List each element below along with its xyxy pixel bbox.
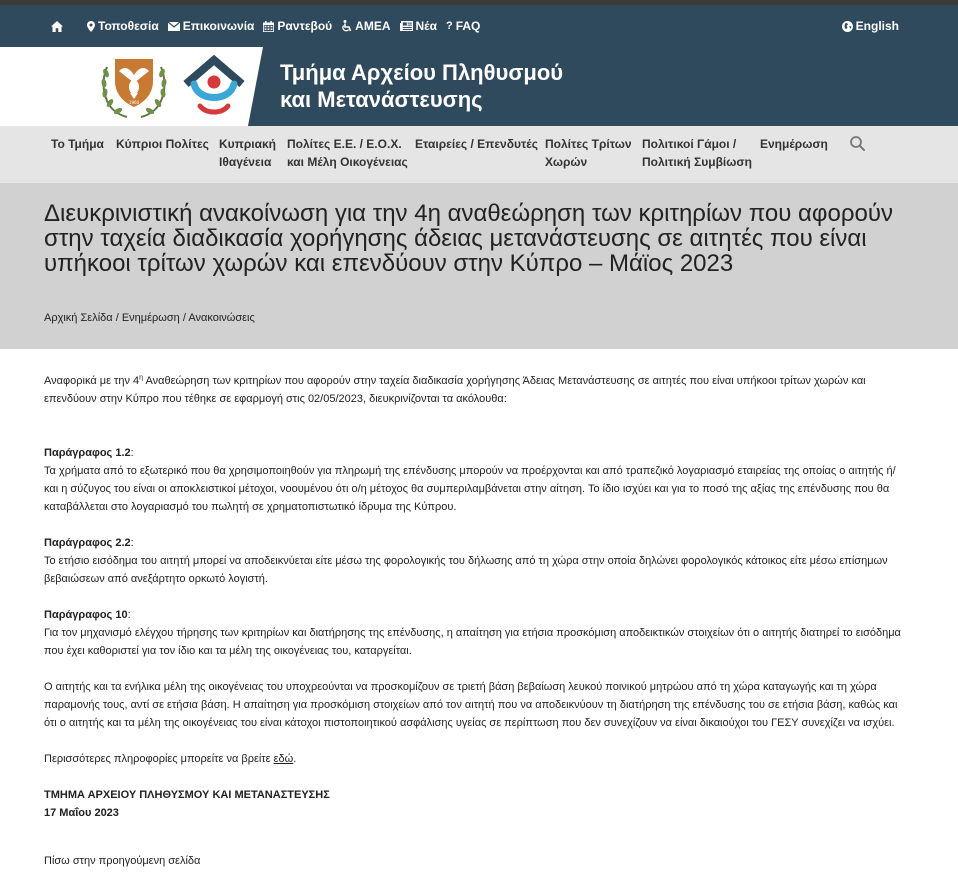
nav-item-department-label: Το Τμήμα bbox=[51, 137, 104, 151]
intro-text-start: Αναφορικά με την 4 bbox=[44, 375, 140, 387]
nav-item-cypriot-citizens-label: Κύπριοι Πολίτες bbox=[116, 137, 209, 151]
title-band-slant bbox=[248, 47, 263, 126]
main-navigation bbox=[0, 126, 958, 183]
question-icon: ? bbox=[445, 19, 453, 32]
site-title[interactable] bbox=[280, 59, 563, 113]
cyprus-coat-of-arms-logo[interactable] bbox=[97, 53, 171, 119]
nav-item-cypriot-citizenship-label-line2: Ιθαγένεια bbox=[219, 155, 272, 169]
nav-item-cypriot-citizens[interactable] bbox=[116, 135, 209, 153]
breadcrumb-separator: / bbox=[115, 312, 122, 324]
contact-link[interactable] bbox=[168, 19, 255, 33]
english-label: English bbox=[855, 19, 899, 33]
intro-text-rest: Αναθεώρηση των κριτηρίων που αφορούν στην ταχεία διαδικασία χορήγησης Άδειας Μετανάστευσης σε αιτητές που είναι υπήκοοι τρίτων χωρών και επενδύουν στην Κύπρο που τέθηκε σε εφαρμογή στις 02/05/2023, διευκρινίζονται τα ακόλουθα: bbox=[44, 375, 866, 405]
svg-text:1960: 1960 bbox=[128, 100, 140, 105]
location-link[interactable] bbox=[87, 19, 159, 33]
nav-item-civil-marriages[interactable] bbox=[642, 135, 752, 171]
paragraph-2-2-text: Το ετήσιο εισόδημα του αιτητή μπορεί να αποδεικνύεται είτε μέσω της φορολογικής του δήλωσης από τη χώρα στην οποία δηλώνει φορολογικός κάτοικος είτε μέσω επίσημων βεβαιώσεων από ανεξάρτητο ορκωτό λογιστή. bbox=[44, 555, 888, 585]
globe-icon bbox=[842, 21, 853, 32]
nav-item-civil-marriages-label-line1: Πολιτικοί Γάμοι / bbox=[642, 137, 737, 151]
nav-item-companies-investors-label: Εταιρείες / Επενδυτές bbox=[415, 137, 538, 151]
nav-item-eu-citizens-label-line1: Πολίτες Ε.Ε. / Ε.Ο.Χ. bbox=[287, 137, 402, 151]
breadcrumb-information[interactable]: Ενημέρωση bbox=[121, 312, 180, 324]
more-info-period: . bbox=[293, 753, 297, 765]
nav-item-cypriot-citizenship[interactable] bbox=[219, 135, 276, 171]
breadcrumb-separator: / bbox=[182, 312, 189, 324]
english-language-link[interactable] bbox=[842, 5, 899, 47]
nav-item-eu-citizens-label-line2: και Μέλη Οικογένειας bbox=[287, 155, 408, 169]
intro-paragraph bbox=[44, 372, 904, 408]
wheelchair-icon bbox=[341, 20, 352, 32]
breadcrumb-home[interactable]: Αρχική Σελίδα bbox=[44, 312, 113, 324]
nav-item-third-country-nationals-label-line1: Πολίτες Τρίτων bbox=[545, 137, 632, 151]
criminal-record-paragraph: Ο αιτητής και τα ενήλικα μέλη της οικογένειας του υποχρεούνται να προσκομίζουν σε τριετή βάση βεβαίωση λευκού ποινικού μητρώου από τη χώρα καταγωγής και τη χώρα παραμονής τους, αντί σε ετήσια βάση. Η απαίτηση για προσκόμιση στοιχείων από τον αιτητή που να αποδεικνύουν τη διατήρηση της επένδυσης του σε ετήσια βάση, καθώς και ότι ο αιτητής και τα μέλη της οικογένειας του είναι κάτοχοι πιστοποιητικού ασφάλισης υγείας σε περίπτωση που δεν συνεχίζουν να είναι δικαιούχοι του ΓΕΣΥ συνεχίζει να ισχύει. bbox=[44, 681, 898, 729]
more-info-text: Περισσότερες πληροφορίες μπορείτε να βρείτε bbox=[44, 753, 274, 765]
envelope-icon bbox=[168, 22, 180, 31]
faq-label: FAQ bbox=[455, 19, 481, 33]
paragraph-1-2-text: Τα χρήματα από το εξωτερικό που θα χρησιμοποιηθούν για πληρωμή της επένδυσης μπορούν να προέρχονται και από τραπεζικό λογαριασμό εταιρείας της οποίας ο αιτητής ή/και η σύζυγος του είναι οι αποκλειστικοί μέτοχοι, νοουμένου ότι ο/η μέτοχος θα συμπεριλαμβάνεται στην αίτηση. Το ίδιο ισχύει και για το ποσό της αξίας της επένδυσης που θα καταβάλλεται στο λογαριασμό του πωλητή σε χρηματοπιστωτικό ίδρυμα της Κύπρου. bbox=[44, 465, 896, 513]
nav-item-information-label: Ενημέρωση bbox=[760, 137, 828, 151]
accessibility-link[interactable] bbox=[341, 19, 390, 33]
search-icon[interactable] bbox=[849, 135, 867, 153]
signature bbox=[44, 786, 904, 804]
page-title-section bbox=[0, 183, 958, 349]
paragraph-1-2-heading: Παράγραφος 1.2: bbox=[44, 447, 134, 459]
paragraph-1-2-heading-text: Παράγραφος 1.2 bbox=[44, 447, 131, 459]
paragraph-2-2-heading: Παράγραφος 2.2: bbox=[44, 537, 134, 549]
page-title: Διευκρινιστική ανακοίνωση για την 4η αναθεώρηση των κριτηρίων που αφορούν στην ταχεία διαδικασία χορήγησης άδειας μετανάστευσης σε αιτητές που είναι υπήκοοι τρίτων χωρών και επενδύουν στην Κύπρο – Μάϊος 2023 bbox=[44, 200, 893, 277]
site-header bbox=[0, 47, 958, 126]
nav-item-third-country-nationals-label-line2: Χωρών bbox=[545, 155, 588, 169]
nav-item-third-country-nationals[interactable] bbox=[545, 135, 632, 171]
paragraph-10-heading-text: Παράγραφος 10 bbox=[44, 609, 128, 621]
news-link[interactable] bbox=[400, 19, 437, 33]
announcement-body bbox=[44, 372, 904, 822]
breadcrumb bbox=[44, 312, 255, 324]
nav-item-civil-marriages-label-line2: Πολιτική Συμβίωση bbox=[642, 155, 752, 169]
calendar-icon bbox=[263, 21, 274, 32]
more-info-paragraph bbox=[44, 750, 904, 768]
utility-links bbox=[51, 5, 489, 47]
nav-item-companies-investors[interactable] bbox=[415, 135, 538, 153]
location-label: Τοποθεσία bbox=[98, 19, 159, 33]
site-title-line2: και Μετανάστευσης bbox=[280, 87, 483, 112]
news-label: Νέα bbox=[415, 19, 437, 33]
announcement-date bbox=[44, 804, 904, 822]
paragraph-2-2-heading-text: Παράγραφος 2.2 bbox=[44, 537, 131, 549]
breadcrumb-announcements[interactable]: Ανακοινώσεις bbox=[188, 312, 255, 324]
utility-bar bbox=[0, 5, 958, 47]
home-icon bbox=[51, 21, 63, 32]
appointment-link[interactable] bbox=[263, 19, 332, 33]
nav-item-department[interactable] bbox=[51, 135, 104, 153]
announcement-date-text: 17 Μαΐου 2023 bbox=[44, 807, 119, 819]
nav-item-information[interactable] bbox=[760, 135, 828, 153]
nav-item-eu-citizens[interactable] bbox=[287, 135, 408, 171]
more-info-link[interactable]: εδώ bbox=[273, 753, 294, 765]
paragraph-10-heading: Παράγραφος 10: bbox=[44, 609, 131, 621]
intro-superscript: η bbox=[139, 374, 144, 382]
home-link[interactable] bbox=[51, 21, 63, 32]
contact-label: Επικοινωνία bbox=[182, 19, 255, 33]
map-marker-icon bbox=[87, 21, 95, 32]
newspaper-icon bbox=[400, 21, 413, 31]
appointment-label: Ραντεβού bbox=[277, 19, 333, 33]
faq-link[interactable] bbox=[446, 19, 480, 33]
accessibility-label: ΑΜΕΑ bbox=[355, 19, 391, 33]
site-title-line1: Τμήμα Αρχείου Πληθυσμού bbox=[280, 60, 564, 85]
back-link[interactable]: Πίσω στην προηγούμενη σελίδα bbox=[44, 855, 201, 867]
nav-item-cypriot-citizenship-label-line1: Κυπριακή bbox=[219, 137, 276, 151]
department-logo[interactable] bbox=[180, 54, 248, 120]
signature-text: ΤΜΗΜΑ ΑΡΧΕΙΟΥ ΠΛΗΘΥΣΜΟΥ ΚΑΙ ΜΕΤΑΝΑΣΤΕΥΣΗΣ bbox=[44, 789, 330, 801]
paragraph-10-text: Για τον μηχανισμό ελέγχου τήρησης των κριτηρίων και διατήρησης της επένδυσης, η απαίτηση για ετήσια προσκόμιση αποδεικτικών στοιχείων ότι ο αιτητής διατηρεί το εισόδημα που έχει καθοριστεί για τον ίδιο και τα μέλη της οικογένειας του, καταργείται. bbox=[44, 627, 901, 657]
